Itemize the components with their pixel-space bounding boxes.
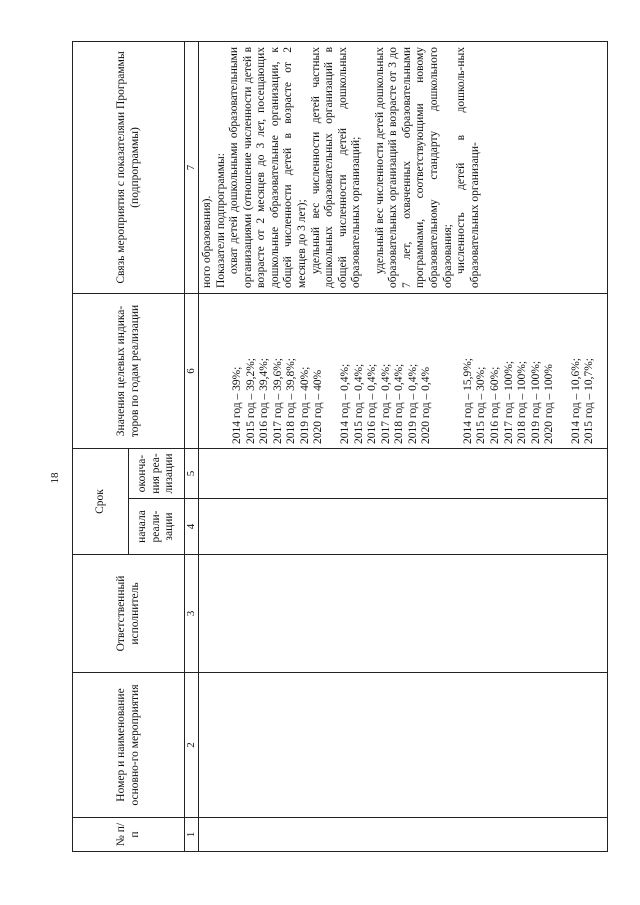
indicator-line: 2014 год – 0,4%; [338,363,351,444]
header-col4: начала реали-зации [129,499,185,555]
linkage-paragraph: Показатели подпрограммы: [214,153,227,288]
indicator-line: 2018 год – 0,4%; [393,363,406,444]
indicator-line: 2015 год – 39,2%; [244,358,257,444]
header-col6: Значения целевых индика-торов по годам реализации [73,293,185,448]
cell-linkage [199,41,608,293]
indicator-line: 2014 год – 15,9%; [461,358,474,444]
header-col3: Ответственный исполнитель [73,555,185,673]
indicator-line: 2018 год – 39,8%; [285,358,298,444]
header-col2: Номер и наименование основно-го мероприятия [73,673,185,818]
number-cell: 5 [185,448,199,498]
indicator-line: 2014 год – 39%; [231,366,243,444]
linkage-paragraph: ного образования). [201,195,213,288]
numbering-row [185,41,199,851]
number-cell: 1 [185,818,199,852]
page-number: 18 [49,472,61,484]
indicator-line: 2020 год – 100% [543,364,556,444]
rotated-table-wrapper [72,42,608,852]
indicator-line: 2019 год – 100%; [529,360,542,444]
indicator-line: 2020 год – 0,4% [420,366,433,444]
cell-start [199,499,608,555]
indicator-line: 2017 год – 100%; [502,360,515,444]
indicator-line: 2016 год – 60%; [489,366,501,444]
indicator-line: 2020 год – 40% [312,369,325,444]
linkage-paragraph: удельный вес численности детей дошкольных образовательных организаций в возрасте от 3 до 7 лет, охваченных образовательными программами, соответствующими новому образовательному стандарту дошкольного образования; [373,46,454,288]
indicator-line: 2014 год – 10,6%; [569,358,582,444]
number-cell: 6 [185,293,199,448]
indicator-line: 2017 год – 39,6%; [271,358,284,444]
indicator-line: 2016 год – 0,4%; [366,363,379,444]
indicator-line: 2015 год – 0,4%; [352,363,365,444]
indicator-line: 2017 год – 0,4%; [379,363,392,444]
linkage-paragraph: численность детей в дошколь-ных образовательных организаци- [455,46,481,288]
table-row [199,41,608,851]
header-term: Срок [73,448,129,554]
cell-measure [199,673,608,818]
indicator-line: 2016 год – 39,4%; [258,358,271,444]
cell-end [199,448,608,498]
cell-indicators [199,293,608,448]
header-col1: № п/п [73,818,185,852]
indicator-line: 2019 год – 40%; [298,366,311,444]
cell-executor [199,555,608,673]
number-cell: 4 [185,499,199,555]
number-cell: 3 [185,555,199,673]
linkage-paragraph: удельный вес численности детей частных дошкольных образовательных организаций в общей численности детей дошкольных образовательных организаций; [309,46,363,288]
cell-number [199,818,608,852]
number-cell: 7 [185,41,199,293]
indicator-line: 2019 год – 0,4%; [406,363,419,444]
header-col7: Связь мероприятия с показателями Программы (подпрограммы) [73,41,185,293]
linkage-paragraph: охват детей дошкольными образовательными организациями (отношение численности детей в возрасте от 2 месяцев до 3 лет, посещающих дошкольные образовательные организации, к общей численности детей в возрасте от 2 месяцев до 3 лет); [228,46,308,288]
header-row-1 [73,41,129,851]
indicator-line: 2015 год – 10,7%; [583,358,596,444]
indicator-line: 2015 год – 30%; [475,366,488,444]
number-cell: 2 [185,673,199,818]
indicator-line: 2018 год – 100%; [516,360,529,444]
measures-table [72,41,608,852]
header-col5: оконча-ния реа-лизации [129,448,185,498]
